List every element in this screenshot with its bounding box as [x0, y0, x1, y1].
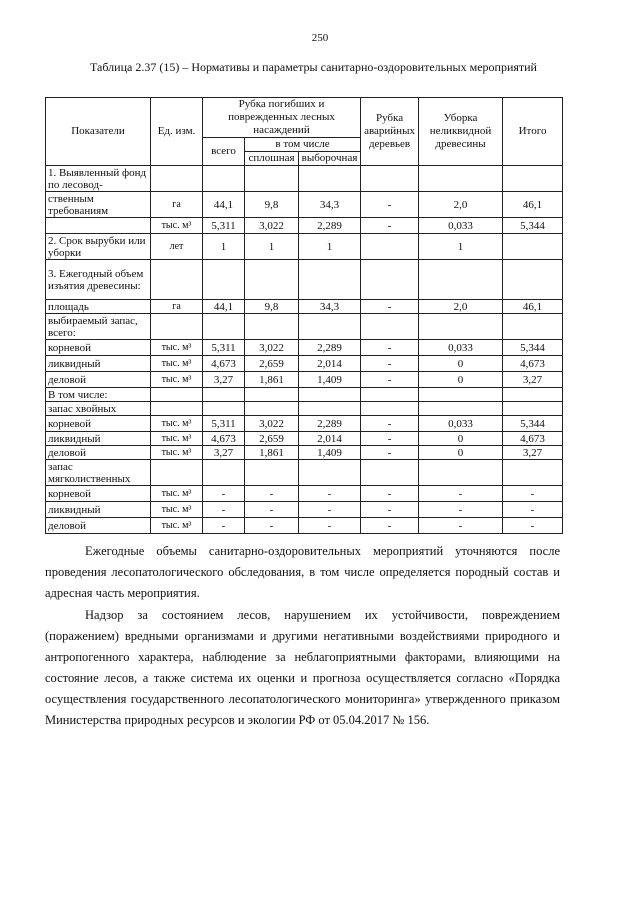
row-value [361, 166, 419, 192]
table-row [46, 340, 563, 356]
table-row [46, 166, 563, 192]
row-unit [151, 388, 203, 402]
row-value [245, 402, 299, 416]
row-value: - [299, 502, 361, 518]
row-value: 4,673 [203, 432, 245, 446]
table-row [46, 356, 563, 372]
row-value: - [419, 486, 503, 502]
row-label: В том числе: [46, 388, 151, 402]
row-value [245, 314, 299, 340]
row-value: 5,344 [503, 340, 563, 356]
row-value: - [503, 502, 563, 518]
row-value [503, 388, 563, 402]
row-value: 5,311 [203, 340, 245, 356]
row-value [203, 460, 245, 486]
row-unit: лет [151, 234, 203, 260]
row-value: 2,0 [419, 192, 503, 218]
row-value: 2,014 [299, 356, 361, 372]
row-value [361, 460, 419, 486]
row-unit: тыс. м³ [151, 432, 203, 446]
row-value: - [361, 416, 419, 432]
row-value [203, 260, 245, 300]
row-value [299, 260, 361, 300]
row-value: 0 [419, 432, 503, 446]
row-value: - [203, 502, 245, 518]
row-value: 46,1 [503, 300, 563, 314]
row-label: корневой [46, 486, 151, 502]
row-unit: тыс. м³ [151, 416, 203, 432]
row-value: 1 [245, 234, 299, 260]
table-row [46, 486, 563, 502]
row-value: 3,27 [203, 372, 245, 388]
row-value: 5,311 [203, 218, 245, 234]
row-value: 1 [419, 234, 503, 260]
row-value [299, 402, 361, 416]
row-value: 44,1 [203, 192, 245, 218]
row-value [419, 314, 503, 340]
row-value [361, 234, 419, 260]
row-value: 2,0 [419, 300, 503, 314]
row-unit [151, 402, 203, 416]
table-row [46, 234, 563, 260]
row-value: 0,033 [419, 340, 503, 356]
row-value: - [361, 432, 419, 446]
table-row [46, 372, 563, 388]
table-row [46, 416, 563, 432]
row-value [503, 234, 563, 260]
row-value [419, 166, 503, 192]
row-value: 0 [419, 356, 503, 372]
row-value: 4,673 [203, 356, 245, 372]
row-value: - [503, 518, 563, 534]
row-value [245, 166, 299, 192]
row-label: ликвидный [46, 502, 151, 518]
table-body [46, 166, 563, 534]
row-value: - [203, 486, 245, 502]
row-value [419, 260, 503, 300]
row-label: выбираемый запас, всего: [46, 314, 151, 340]
row-value: 3,27 [203, 446, 245, 460]
row-value: 1,861 [245, 372, 299, 388]
page-number: 250 [311, 32, 329, 44]
row-value: 2,289 [299, 416, 361, 432]
row-value [503, 166, 563, 192]
row-value: 5,311 [203, 416, 245, 432]
row-unit [151, 460, 203, 486]
row-unit: га [151, 300, 203, 314]
row-label: корневой [46, 416, 151, 432]
row-value [419, 402, 503, 416]
header-unit: Ед. изм. [151, 98, 203, 166]
row-label: 1. Выявленный фонд по лесовод- [46, 166, 151, 192]
row-value: - [361, 518, 419, 534]
table-row [46, 432, 563, 446]
row-label: 2. Срок вырубки или уборки [46, 234, 151, 260]
row-label [46, 218, 151, 234]
row-value [503, 460, 563, 486]
header-total-all: всего [203, 138, 245, 166]
row-value: - [245, 486, 299, 502]
row-value: - [299, 486, 361, 502]
row-label: ликвидный [46, 356, 151, 372]
row-value [245, 460, 299, 486]
row-value: 1,409 [299, 446, 361, 460]
row-value [503, 402, 563, 416]
row-value: 3,27 [503, 446, 563, 460]
row-value: 4,673 [503, 356, 563, 372]
table-row [46, 518, 563, 534]
row-value [503, 314, 563, 340]
table-row [46, 460, 563, 486]
row-label: ственным требованиям [46, 192, 151, 218]
row-value: 0 [419, 446, 503, 460]
header-including: в том числе [245, 138, 361, 152]
row-value: 2,659 [245, 356, 299, 372]
header-cleanup: Уборка неликвидной древесины [419, 98, 503, 166]
row-value: 5,344 [503, 218, 563, 234]
row-value: - [245, 502, 299, 518]
row-value: 2,014 [299, 432, 361, 446]
header-clear: сплошная [245, 152, 299, 166]
row-unit [151, 260, 203, 300]
row-label: деловой [46, 518, 151, 534]
header-indicator: Показатели [46, 98, 151, 166]
table-row [46, 402, 563, 416]
row-value: 0 [419, 372, 503, 388]
row-label: площадь [46, 300, 151, 314]
row-unit: тыс. м³ [151, 356, 203, 372]
norms-table [45, 97, 563, 534]
row-label: деловой [46, 446, 151, 460]
table-row [46, 260, 563, 300]
header-total: Итого [503, 98, 563, 166]
row-unit: тыс. м³ [151, 218, 203, 234]
row-value: 44,1 [203, 300, 245, 314]
row-value [299, 314, 361, 340]
row-value: - [361, 340, 419, 356]
row-value [361, 260, 419, 300]
row-unit: га [151, 192, 203, 218]
row-value: 5,344 [503, 416, 563, 432]
row-value [361, 402, 419, 416]
row-value: 1 [299, 234, 361, 260]
row-value: - [361, 502, 419, 518]
row-value: 34,3 [299, 300, 361, 314]
row-value: 2,659 [245, 432, 299, 446]
row-unit: тыс. м³ [151, 340, 203, 356]
row-value: 0,033 [419, 218, 503, 234]
table-row [46, 502, 563, 518]
row-value [245, 260, 299, 300]
row-label: запас мягколиственных [46, 460, 151, 486]
table-row [46, 192, 563, 218]
paragraph: Ежегодные объемы санитарно-оздоровительных мероприятий уточняются после проведения лесопатологического обследования, в том числе определяется породный состав и адресная часть мероприятия. [45, 544, 560, 600]
row-value: 1,861 [245, 446, 299, 460]
row-unit [151, 314, 203, 340]
row-value: - [419, 502, 503, 518]
row-value: - [299, 518, 361, 534]
row-value: 1 [203, 234, 245, 260]
row-value [299, 166, 361, 192]
row-value: - [419, 518, 503, 534]
row-label: 3. Ежегодный объем изъятия древесины: [46, 260, 151, 300]
row-value: 9,8 [245, 300, 299, 314]
row-value [203, 388, 245, 402]
row-value [245, 388, 299, 402]
row-value: 3,022 [245, 416, 299, 432]
row-value: 3,022 [245, 340, 299, 356]
row-value: - [203, 518, 245, 534]
row-label: деловой [46, 372, 151, 388]
row-value: 3,022 [245, 218, 299, 234]
row-value [203, 402, 245, 416]
row-value [503, 260, 563, 300]
row-value: 1,409 [299, 372, 361, 388]
row-label: ликвидный [46, 432, 151, 446]
row-value: 34,3 [299, 192, 361, 218]
table-row [46, 388, 563, 402]
row-value: - [245, 518, 299, 534]
table-row [46, 314, 563, 340]
table-row [46, 300, 563, 314]
table-caption: Таблица 2.37 (15) – Нормативы и параметры санитарно-оздоровительных мероприятий [90, 60, 537, 74]
row-value [203, 314, 245, 340]
row-unit: тыс. м³ [151, 502, 203, 518]
row-value [203, 166, 245, 192]
row-unit: тыс. м³ [151, 518, 203, 534]
row-value [419, 388, 503, 402]
row-value: - [361, 218, 419, 234]
row-value [361, 388, 419, 402]
row-value: 46,1 [503, 192, 563, 218]
row-value: - [361, 192, 419, 218]
row-unit: тыс. м³ [151, 446, 203, 460]
table-row [46, 446, 563, 460]
paragraph: Надзор за состоянием лесов, нарушением их устойчивости, повреждением (поражением) вредными организмами и другими негативными воздействиями природного и антропогенного характера, наблюдение за неблагоприятными факторами, влияющими на состояние лесов, а также система их оценки и прогноза осуществляется согласно «Порядка осуществления государственного лесопатологического мониторинга» утвержденного приказом Министерства природных ресурсов и экологии РФ от 05.04.2017 № 156. [45, 608, 560, 727]
row-value: - [361, 372, 419, 388]
table-row [46, 218, 563, 234]
row-value [361, 314, 419, 340]
row-unit [151, 166, 203, 192]
row-value: - [503, 486, 563, 502]
row-value: - [361, 356, 419, 372]
row-value: - [361, 300, 419, 314]
row-unit: тыс. м³ [151, 486, 203, 502]
row-value: 0,033 [419, 416, 503, 432]
row-value: 3,27 [503, 372, 563, 388]
row-value [299, 388, 361, 402]
row-value: 2,289 [299, 340, 361, 356]
row-value: 9,8 [245, 192, 299, 218]
row-unit: тыс. м³ [151, 372, 203, 388]
row-value [419, 460, 503, 486]
header-felling: Рубка погибших и поврежденных лесных насаждений [203, 98, 361, 138]
header-emergency: Рубка аварийных деревьев [361, 98, 419, 166]
row-value: - [361, 486, 419, 502]
header-selective: выборочная [299, 152, 361, 166]
row-value: - [361, 446, 419, 460]
row-value [299, 460, 361, 486]
row-value: 4,673 [503, 432, 563, 446]
row-value: 2,289 [299, 218, 361, 234]
row-label: запас хвойных [46, 402, 151, 416]
row-label: корневой [46, 340, 151, 356]
